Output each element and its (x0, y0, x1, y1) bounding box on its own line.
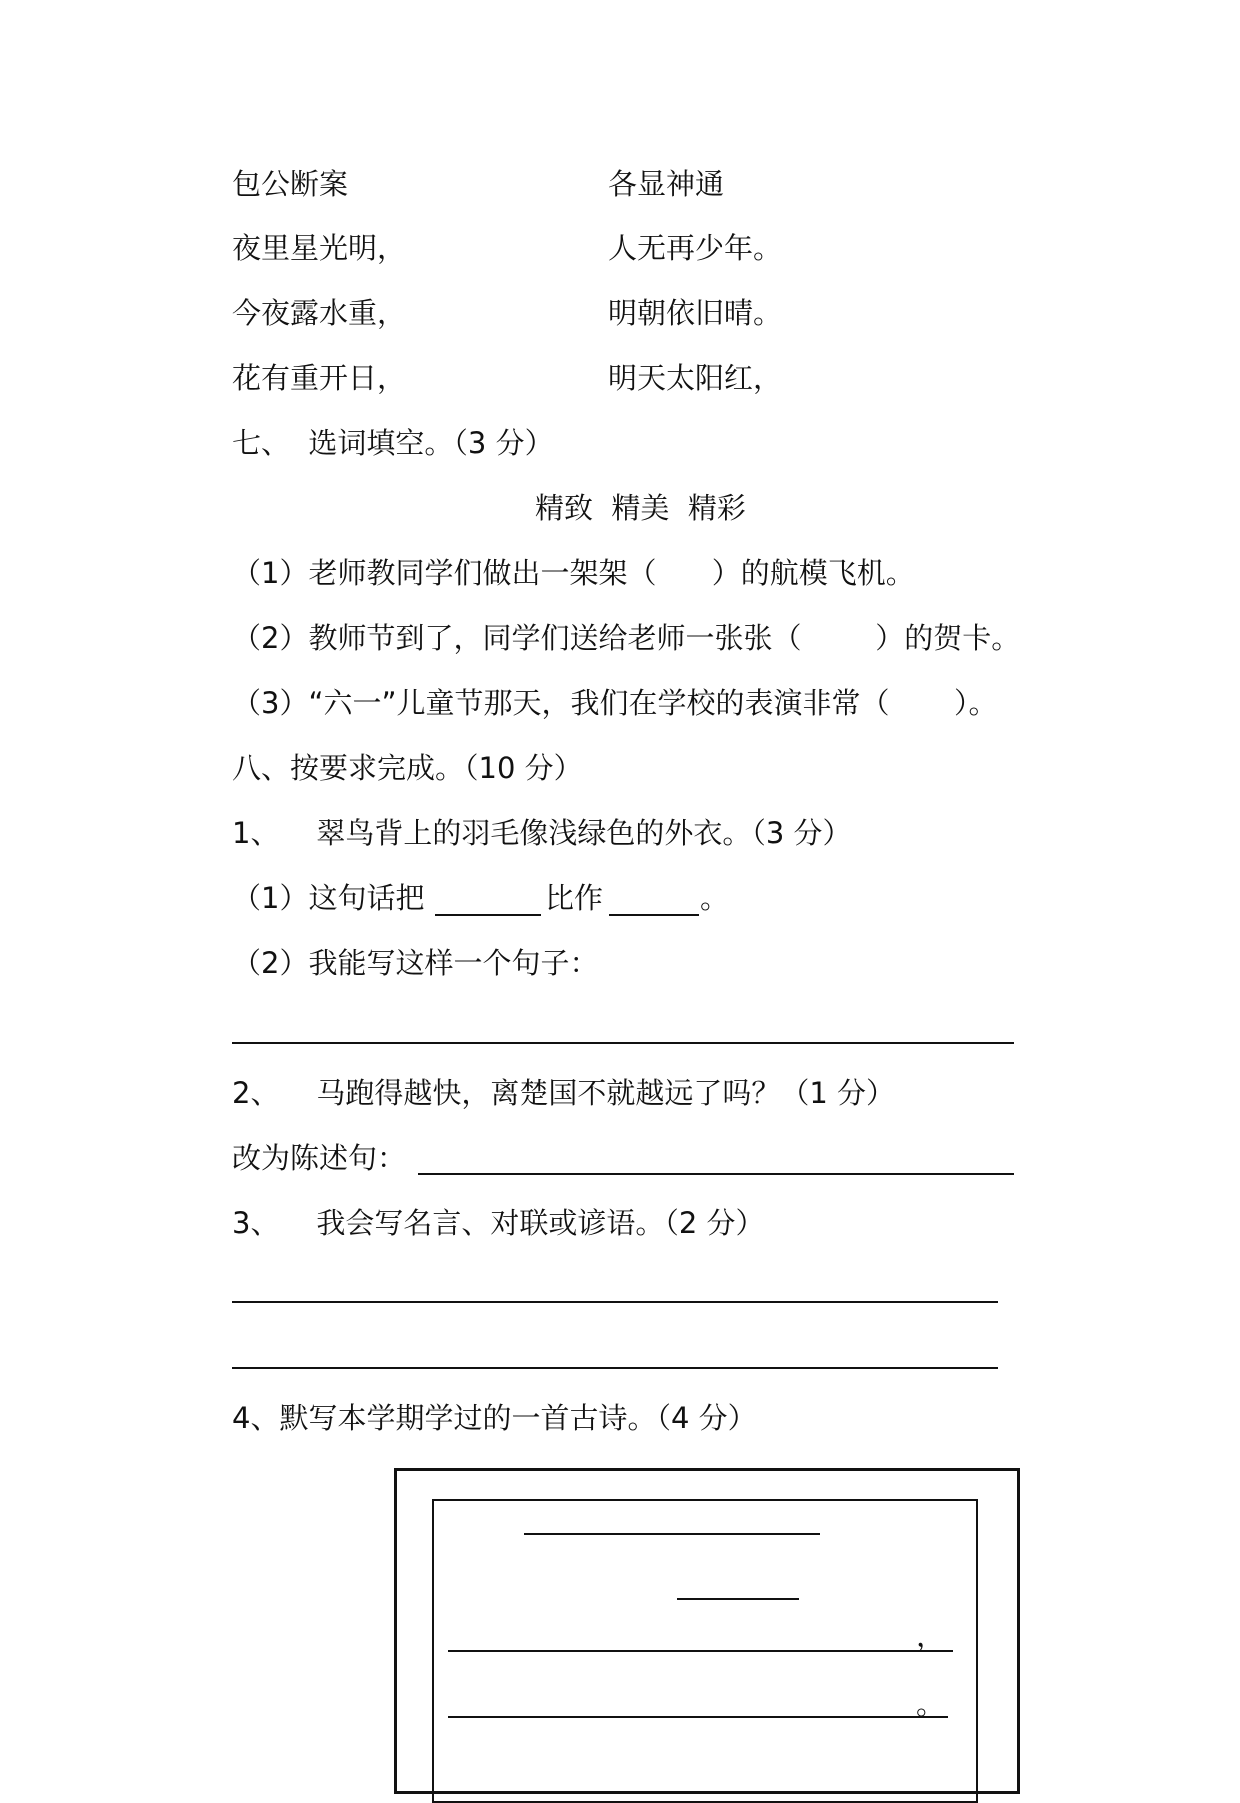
section7-item-3: （3）“六一”儿童节那天，我们在学校的表演非常（ ）。 (232, 686, 998, 720)
section7-heading: 七、 选词填空。（3 分） (232, 426, 554, 460)
q3-answer-line-1[interactable] (232, 1301, 998, 1303)
q1-answer-line[interactable] (232, 1042, 1014, 1044)
match-left-1: 夜里星光明， (232, 231, 407, 265)
match-left-2: 今夜露水重， (232, 296, 407, 330)
idiom-right: 各显神通 (608, 167, 725, 201)
q1-b: （2）我能写这样一个句子： (232, 946, 599, 980)
q1-a-prefix: （1）这句话把 (232, 881, 425, 915)
q2-prompt: 改为陈述句： (232, 1141, 407, 1175)
match-right-1: 人无再少年。 (608, 231, 783, 265)
section7-item-1: （1）老师教同学们做出一架架（ ）的航模飞机。 (232, 556, 915, 590)
q2-stem: 2、 马跑得越快，离楚国不就越远了吗？（1 分） (232, 1076, 895, 1110)
q2-answer-line[interactable] (418, 1173, 1014, 1175)
poem-author-line[interactable] (677, 1598, 799, 1600)
poem-title-line[interactable] (524, 1533, 820, 1535)
q1-a-end: 。 (700, 881, 730, 915)
match-left-3: 花有重开日， (232, 361, 407, 395)
idiom-left: 包公断案 (232, 167, 349, 201)
section7-item-2: （2）教师节到了，同学们送给老师一张张（ ）的贺卡。 (232, 621, 1021, 655)
q3-answer-line-2[interactable] (232, 1367, 998, 1369)
q1-stem: 1、 翠鸟背上的羽毛像浅绿色的外衣。（3 分） (232, 816, 852, 850)
poem-line-1[interactable] (448, 1650, 953, 1652)
q4-stem: 4、默写本学期学过的一首古诗。（4 分） (232, 1401, 757, 1435)
match-right-2: 明朝依旧晴。 (608, 296, 783, 330)
match-right-3: 明天太阳红， (608, 361, 783, 395)
q3-stem: 3、 我会写名言、对联或谚语。（2 分） (232, 1206, 765, 1240)
section8-heading: 八、按要求完成。（10 分） (232, 751, 583, 785)
q1-a-mid: 比作 (545, 881, 604, 915)
poem-line-2[interactable] (448, 1716, 948, 1718)
poem-comma: ， (916, 1619, 946, 1653)
poem-period: 。 (916, 1687, 946, 1721)
q1-blank-1[interactable] (435, 914, 541, 916)
q1-blank-2[interactable] (609, 914, 699, 916)
word-bank: 精致 精美 精彩 (535, 491, 746, 525)
